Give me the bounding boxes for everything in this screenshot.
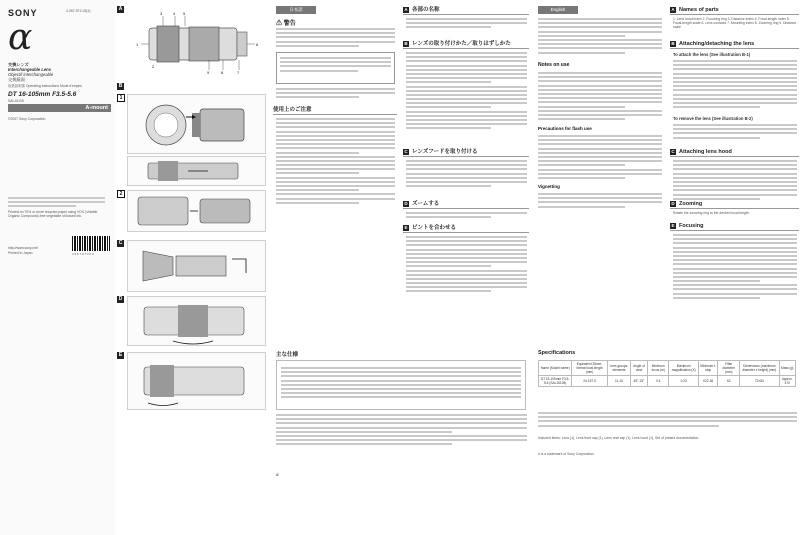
notice-lines bbox=[280, 57, 391, 74]
en-section-d-marker: D bbox=[671, 201, 675, 206]
spec-cell: DT 16-105mm F3.5-5.6 (SAL16105) bbox=[539, 376, 572, 387]
en-section-a-title: Names of parts bbox=[679, 7, 719, 13]
jp-section-c-text bbox=[406, 160, 527, 189]
flash-precautions-heading: Precautions for flash use bbox=[538, 126, 592, 131]
jp-precautions-title: 使用上のご注意 bbox=[273, 107, 312, 113]
jp-section-b-title: レンズの取り付けかた／取りはずしかた bbox=[412, 41, 511, 47]
jp-precautions-text bbox=[276, 118, 395, 206]
remove-lens-subheading: To remove the lens (See illustration B-2) bbox=[673, 116, 753, 121]
jp-section-a bbox=[403, 6, 529, 15]
spec-cell: 24-157.5 bbox=[572, 376, 608, 387]
barcode-number: 4 2 6 7 9 7 2 0 3 bbox=[72, 252, 94, 256]
spec-header: Dimensions (maximum diameter x height) (mm) bbox=[740, 361, 779, 376]
spec-cell: 62 bbox=[718, 376, 740, 387]
en-section-d bbox=[670, 200, 799, 209]
spec-header: Equivalent 35mm-format focal length (mm) bbox=[572, 361, 608, 376]
spec-header: Name (Model name) bbox=[539, 361, 572, 376]
en-specs-notes bbox=[538, 412, 797, 429]
callout-9: 9 bbox=[207, 70, 210, 75]
figure-label-b1: 1 bbox=[117, 94, 125, 102]
en-specs-block bbox=[532, 344, 802, 494]
callout-7: 7 bbox=[237, 70, 240, 75]
figure-a-lens-parts bbox=[127, 6, 266, 76]
cover-titles bbox=[8, 62, 108, 88]
title-fr: Objectif interchangeable bbox=[8, 72, 54, 77]
mount-label: A-mount bbox=[85, 105, 108, 111]
warning-heading bbox=[276, 18, 296, 27]
zoom-ring-illustration bbox=[128, 297, 265, 345]
en-section-d-title: Zooming bbox=[679, 201, 703, 207]
jp-specs-table bbox=[276, 360, 526, 410]
mount-banner bbox=[8, 104, 111, 112]
jp-section-c-marker: C bbox=[404, 149, 408, 154]
jp-section-a-title: 各部の名称 bbox=[412, 7, 440, 13]
spec-value-row bbox=[539, 376, 796, 387]
callout-2: 2 bbox=[152, 64, 155, 69]
notes-on-use-heading: Notes on use bbox=[538, 62, 570, 68]
spec-cell: 72×83 bbox=[740, 376, 779, 387]
callout-4: 4 bbox=[173, 11, 176, 16]
jp-recycle-note bbox=[8, 197, 105, 210]
jp-alpha-mark: α bbox=[276, 472, 279, 477]
recycle-note: Printed on 70% or more recycled paper using VOC (Volatile Organic Compound)-free vegetable oil based ink. bbox=[8, 210, 98, 219]
jp-specs-title: 主な仕様 bbox=[276, 352, 299, 358]
spec-cell: 0.4 bbox=[647, 376, 668, 387]
jp-section-a-marker: A bbox=[404, 7, 408, 12]
alpha-symbol: α bbox=[8, 17, 33, 58]
spec-cell: 83°-15° bbox=[631, 376, 648, 387]
spec-header-row bbox=[539, 361, 796, 376]
jp-section-d-title: ズームする bbox=[412, 201, 440, 207]
barcode bbox=[72, 236, 110, 251]
figure-label-b2: 2 bbox=[117, 190, 125, 198]
vignetting-heading: Vignetting bbox=[538, 184, 560, 189]
callout-8: 8 bbox=[221, 70, 224, 75]
cover-panel bbox=[0, 0, 116, 535]
spec-cell: f/22-36 bbox=[698, 376, 717, 387]
lens-mount-detail-illustration bbox=[128, 157, 265, 185]
jp-section-d-text bbox=[406, 212, 527, 220]
english-language-tab: English bbox=[538, 6, 578, 14]
lens-hood-text bbox=[673, 160, 797, 202]
en-section-e-marker: E bbox=[671, 223, 675, 228]
jp-specs-rows bbox=[281, 367, 521, 401]
en-section-b-marker: B bbox=[671, 41, 675, 46]
jp-trademark bbox=[276, 472, 279, 477]
zoom-instruction: Rotate the zooming ring to the desired focal length. bbox=[673, 211, 750, 215]
callout-3: 3 bbox=[160, 11, 163, 16]
en-section-e bbox=[670, 222, 799, 231]
jp-intro-text bbox=[276, 88, 395, 101]
jp-section-d-marker: D bbox=[404, 201, 408, 206]
callout-5: 5 bbox=[183, 11, 186, 16]
focusing-text bbox=[673, 234, 797, 301]
warning-icon: ⚠ bbox=[276, 21, 283, 27]
spec-header: Lens groups-elements bbox=[607, 361, 630, 376]
jp-section-e-title: ピントを合わせる bbox=[412, 225, 457, 231]
jp-specs-block bbox=[270, 344, 532, 494]
brand-logo: SONY bbox=[8, 8, 38, 18]
figure-d-zooming bbox=[127, 296, 266, 346]
figure-label-a: A bbox=[118, 6, 123, 12]
trademark-note: α is a trademark of Sony Corporation. bbox=[538, 452, 595, 456]
jp-section-c bbox=[403, 148, 529, 157]
spec-cell: Approx. 470 bbox=[779, 376, 795, 387]
jp-section-a-text bbox=[406, 18, 527, 31]
jp-section-b-marker: B bbox=[404, 41, 408, 46]
notice-box bbox=[276, 52, 395, 84]
jp-section-c-title: レンズフードを取り付ける bbox=[412, 149, 478, 155]
spec-cell: 0.23 bbox=[669, 376, 699, 387]
document-code: 4-267-972-03(1) bbox=[66, 9, 91, 13]
callout-1: 1 bbox=[136, 42, 139, 47]
jp-section-e-text bbox=[406, 236, 527, 295]
model-code: SAL16105 bbox=[8, 99, 24, 103]
detach-lens-illustration bbox=[128, 191, 265, 231]
figure-label-d: D bbox=[118, 296, 123, 302]
jp-section-b bbox=[403, 40, 529, 49]
spec-header: Mass (g) bbox=[779, 361, 795, 376]
copyright: ©2007 Sony Corporation bbox=[8, 117, 46, 121]
jp-section-e bbox=[403, 224, 529, 233]
jp-precautions-heading bbox=[273, 106, 397, 115]
en-section-a bbox=[670, 6, 799, 15]
manual-note: 取扱説明書 Operating Instructions Mode d'emploi bbox=[8, 84, 82, 88]
figure-label-e: E bbox=[118, 352, 123, 358]
title-cn: 交換鏡頭 bbox=[8, 77, 25, 82]
jp-section-b-text bbox=[406, 52, 527, 132]
en-section-e-title: Focusing bbox=[679, 223, 704, 229]
en-section-c-marker: C bbox=[671, 149, 675, 154]
en-intro-text bbox=[538, 18, 662, 56]
flash-precautions-text bbox=[538, 135, 662, 181]
en-specs-table bbox=[538, 360, 796, 387]
focus-ring-illustration bbox=[128, 353, 265, 409]
en-section-c-title: Attaching lens hood bbox=[679, 149, 732, 155]
jp-specs-notes bbox=[276, 414, 527, 448]
figure-label-c: C bbox=[118, 240, 123, 246]
lens-side-view-illustration bbox=[127, 6, 266, 76]
attach-lens-subheading: To attach the lens (See illustration B-1) bbox=[673, 52, 751, 57]
en-specs-title: Specifications bbox=[538, 350, 576, 356]
callout-6: 6 bbox=[256, 42, 259, 47]
en-section-a-marker: A bbox=[671, 7, 675, 12]
parts-list: 1. Lens hood index 2. Focusing ring 3. Distance index 4. Focal-length index 5. Focal-length scale 6. Lens contacts 7. Mounting index 8. Zooming ring 9. Distance scale bbox=[673, 17, 797, 30]
lens-hood-illustration bbox=[128, 241, 265, 291]
remove-steps-text bbox=[673, 124, 797, 141]
included-items: Included items: Lens (1), Lens front cap (1), Lens rear cap (1), Lens hood (1), Set of printed documentation bbox=[538, 436, 699, 440]
warning-text bbox=[276, 28, 395, 49]
spec-cell: 11-15 bbox=[607, 376, 630, 387]
en-section-c bbox=[670, 148, 799, 157]
attach-steps-text bbox=[673, 60, 797, 110]
spec-header: Maximum magnification (X) bbox=[669, 361, 699, 376]
figure-c-lens-hood bbox=[127, 240, 266, 292]
title-jp: 交換レンズ bbox=[8, 62, 29, 67]
jp-section-e-marker: E bbox=[404, 225, 408, 230]
warning-label: 警告 bbox=[283, 21, 296, 27]
en-section-b bbox=[670, 40, 799, 49]
attach-lens-illustration bbox=[128, 95, 265, 153]
spec-header: Minimum focus (m) bbox=[647, 361, 668, 376]
figure-label-b: B bbox=[118, 83, 123, 89]
figure-b1-attach-lens bbox=[127, 94, 266, 154]
en-section-b-title: Attaching/detaching the lens bbox=[679, 41, 755, 47]
vignetting-text bbox=[538, 193, 662, 210]
japanese-language-tab: 日本語 bbox=[276, 6, 316, 14]
figure-b2-detach-lens bbox=[127, 190, 266, 232]
model-name: DT 16-105mm F3.5-5.6 bbox=[8, 91, 77, 98]
illustration-panel bbox=[115, 0, 271, 535]
spec-header: Minimum f-stop bbox=[698, 361, 717, 376]
spec-header: Filter diameter (mm) bbox=[718, 361, 740, 376]
spec-header: Angle of view bbox=[631, 361, 648, 376]
printed-in: Printed in Japan bbox=[8, 251, 33, 255]
notes-on-use-text bbox=[538, 72, 662, 122]
title-en: Interchangeable Lens bbox=[8, 67, 52, 72]
sony-url: http://www.sony.net/ bbox=[8, 246, 39, 250]
figure-e-focusing bbox=[127, 352, 266, 410]
figure-b1-detail bbox=[127, 156, 266, 186]
jp-section-d bbox=[403, 200, 529, 209]
